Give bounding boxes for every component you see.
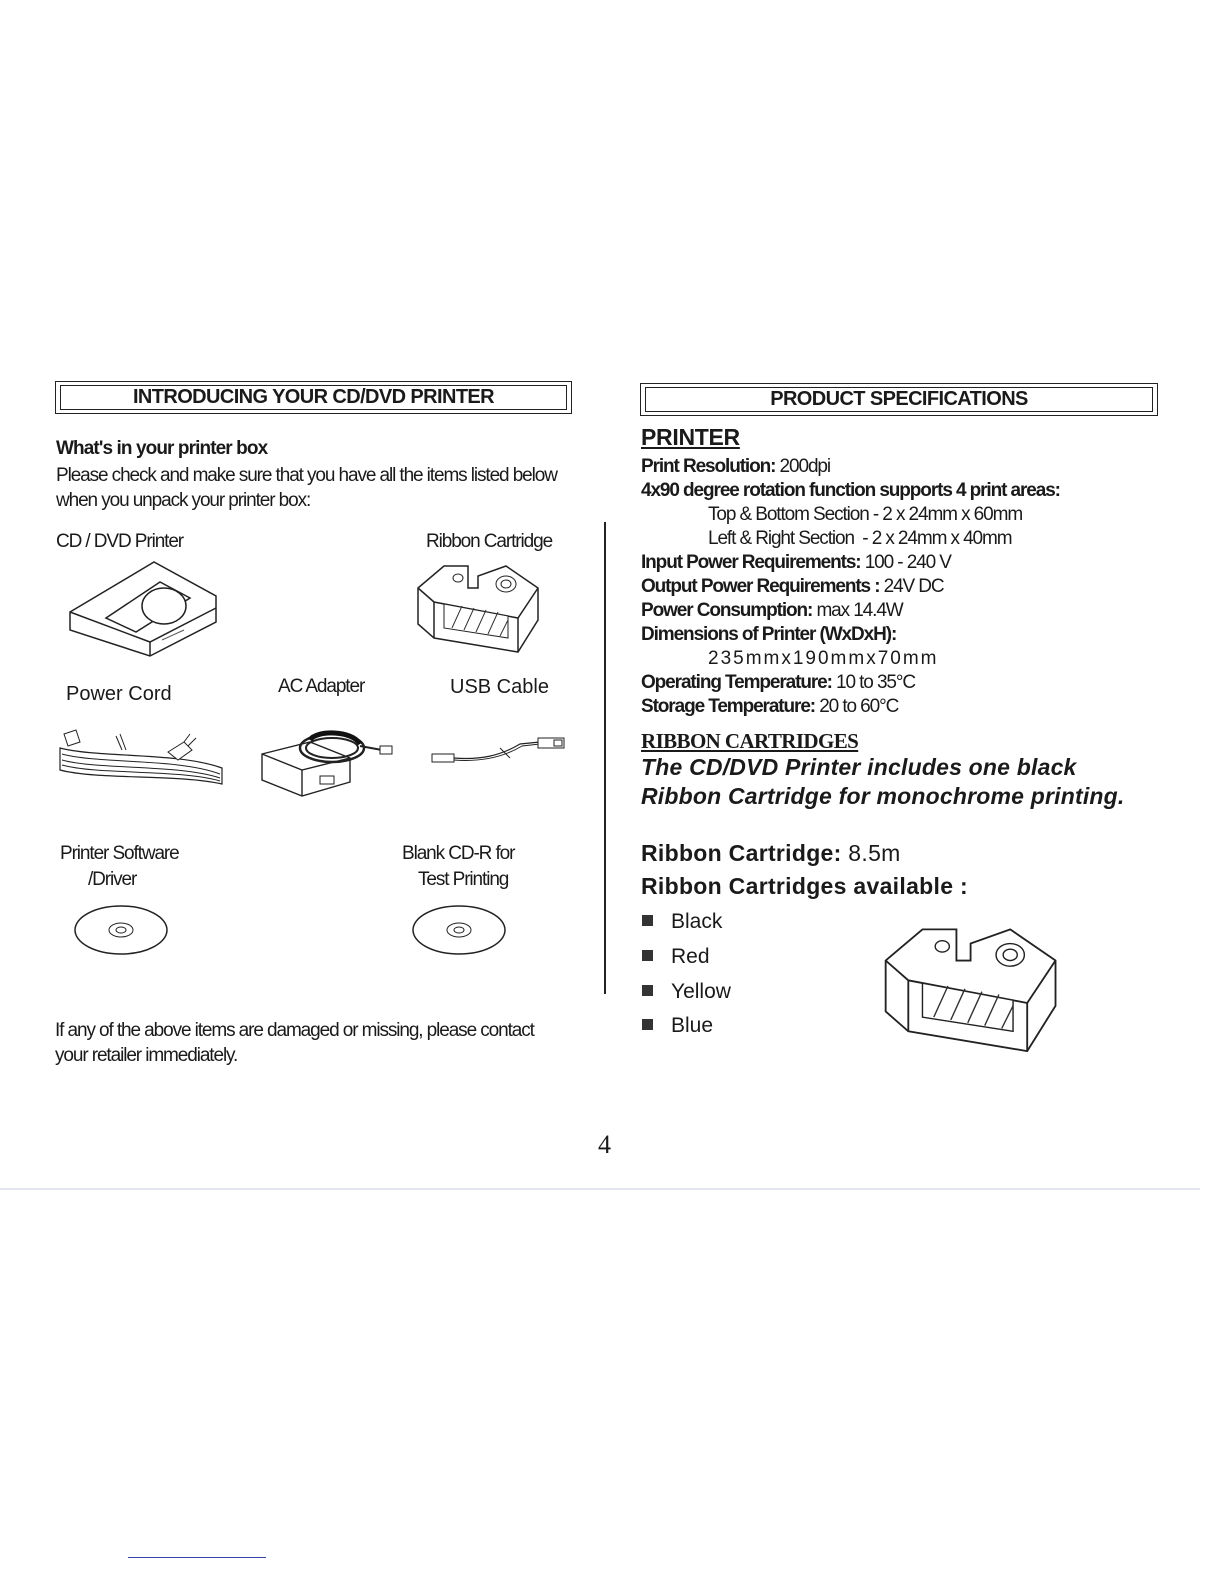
spec-rotation-top-bottom: Top & Bottom Section - 2 x 24mm x 60mm — [708, 504, 1023, 525]
item-label-power-cord: Power Cord — [66, 683, 172, 705]
printer-heading: PRINTER — [641, 424, 740, 450]
spec-output-power-label: Output Power Requirements : — [641, 576, 880, 597]
item-label-usb-cable: USB Cable — [450, 676, 549, 698]
damage-notice-line-2: your retailer immediately. — [55, 1045, 238, 1066]
spec-output-power-value: 24V DC — [883, 576, 944, 597]
color-list-item — [642, 1014, 713, 1038]
power-cord-illustration — [58, 728, 226, 790]
spec-power-consumption-value: max 14.4W — [816, 600, 903, 621]
spec-resolution-label: Print Resolution: — [641, 456, 776, 477]
ribbon-cartridge-small-illustration — [414, 558, 544, 654]
ribbon-cartridges-heading: RIBBON CARTRIDGES — [641, 729, 859, 753]
spec-operating-temp — [641, 672, 915, 694]
color-list-item — [642, 910, 722, 934]
item-label-software-line-1: Printer Software — [60, 843, 179, 864]
color-red: Red — [671, 945, 710, 968]
ribbon-cartridge-large-illustration — [880, 918, 1064, 1054]
spec-output-power — [641, 576, 944, 598]
blank-cd-disc-icon — [410, 904, 508, 956]
page-number: 4 — [598, 1130, 611, 1159]
footer-link-line — [128, 1557, 266, 1558]
color-black: Black — [671, 910, 723, 933]
spec-resolution-value: 200dpi — [779, 456, 831, 477]
left-section-header — [55, 381, 572, 414]
intro-line-2: when you unpack your printer box: — [56, 490, 311, 511]
usb-cable-illustration — [430, 734, 568, 766]
spec-rotation-label: 4x90 degree rotation function supports 4 print areas: — [641, 480, 1060, 501]
spec-storage-temp-label: Storage Temperature: — [641, 696, 816, 717]
spec-input-power-label: Input Power Requirements: — [641, 552, 861, 573]
spec-power-consumption-label: Power Consumption: — [641, 600, 813, 621]
spec-storage-temp — [641, 696, 898, 718]
square-bullet-icon — [642, 915, 653, 926]
item-label-software-line-2: /Driver — [88, 869, 137, 890]
ac-adapter-illustration — [256, 724, 396, 800]
spec-power-consumption — [641, 600, 903, 622]
right-section-header-text: PRODUCT SPECIFICATIONS — [645, 387, 1153, 412]
ribbon-length — [641, 840, 901, 867]
spec-rotation-left-right: Left & Right Section - 2 x 24mm x 40mm — [708, 528, 1012, 549]
spec-input-power-value: 100 - 240 V — [864, 552, 951, 573]
software-disc-icon — [72, 904, 170, 956]
item-label-printer: CD / DVD Printer — [56, 531, 184, 552]
damage-notice-line-1: If any of the above items are damaged or missing, please contact — [55, 1020, 534, 1041]
color-list-item — [642, 980, 731, 1004]
column-divider — [604, 522, 606, 994]
color-blue: Blue — [671, 1014, 714, 1037]
square-bullet-icon — [642, 985, 653, 996]
box-contents-title: What's in your printer box — [56, 438, 268, 459]
square-bullet-icon — [642, 950, 653, 961]
right-section-header — [640, 383, 1158, 416]
spec-storage-temp-value: 20 to 60°C — [819, 696, 899, 717]
item-label-blank-cd-line-1: Blank CD-R for — [402, 843, 515, 864]
left-section-header-text: INTRODUCING YOUR CD/DVD PRINTER — [60, 385, 567, 410]
spec-operating-temp-label: Operating Temperature: — [641, 672, 832, 693]
spec-resolution — [641, 456, 830, 478]
intro-line-1: Please check and make sure that you have all the items listed below — [56, 465, 557, 486]
color-yellow: Yellow — [671, 980, 731, 1003]
bottom-edge-line — [0, 1188, 1200, 1190]
ribbon-included-line-1: The CD/DVD Printer includes one black — [641, 754, 1077, 780]
spec-dimensions-label: Dimensions of Printer (WxDxH): — [641, 624, 897, 645]
item-label-ribbon: Ribbon Cartridge — [426, 531, 553, 552]
spec-input-power — [641, 552, 951, 574]
ribbon-length-value: 8.5m — [848, 840, 901, 866]
item-label-blank-cd-line-2: Test Printing — [418, 869, 509, 890]
ribbon-length-label: Ribbon Cartridge: — [641, 840, 842, 866]
printer-illustration — [66, 560, 226, 660]
ribbon-available-label: Ribbon Cartridges available : — [641, 873, 968, 899]
color-list-item — [642, 945, 710, 969]
item-label-ac-adapter: AC Adapter — [278, 676, 365, 697]
ribbon-included-line-2: Ribbon Cartridge for monochrome printing. — [641, 783, 1125, 809]
spec-dimensions-value: 235mmx190mmx70mm — [708, 648, 939, 669]
spec-operating-temp-value: 10 to 35°C — [836, 672, 916, 693]
square-bullet-icon — [642, 1019, 653, 1030]
